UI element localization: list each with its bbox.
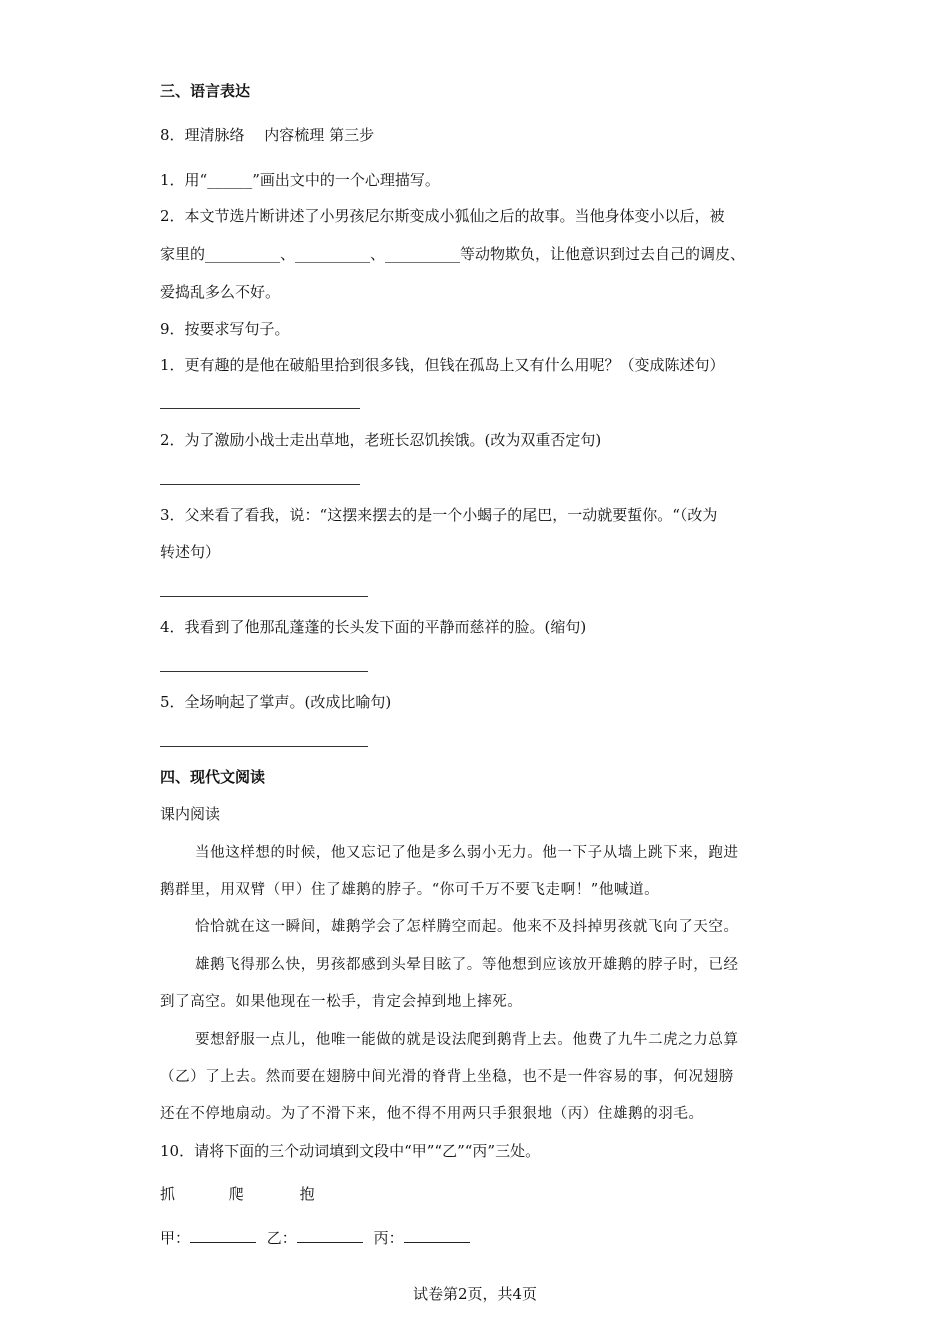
passage-p2: 恰恰就在这一瞬间，雄鹅学会了怎样腾空而起。他来不及抖掉男孩就飞向了天空。 — [195, 919, 739, 935]
question-9-sentence-5: 5．全场响起了掌声。(改成比喻句) — [160, 693, 392, 711]
question-9-sentence-3-line-2: 转述句） — [160, 543, 221, 561]
section-heading-reading: 四、现代文阅读 — [160, 768, 266, 786]
question-9-sentence-2: 2．为了激励小战士走出草地，老班长忍饥挨饿。(改为双重否定句) — [160, 431, 602, 449]
answer-blanks-row — [160, 1227, 800, 1248]
answer-line-3[interactable] — [160, 596, 368, 597]
verb-option: 抓 — [160, 1185, 176, 1203]
question-8-item-2-line-2: 家里的__________、__________、__________等动物欺负，让他意识到过去自己的调皮、 — [160, 245, 746, 263]
reading-subheading: 课内阅读 — [160, 805, 221, 823]
blank-jia[interactable] — [190, 1228, 256, 1243]
verb-option: 抱 — [299, 1185, 315, 1203]
answer-line-4[interactable] — [160, 671, 368, 672]
blank-bing[interactable] — [404, 1228, 470, 1243]
question-9-sentence-4: 4．我看到了他那乱蓬蓬的长头发下面的平静而慈祥的脸。(缩句) — [160, 618, 587, 636]
question-9-sentence-3-line-1: 3．父来看了看我，说：“这摆来摆去的是一个小蝎子的尾巴，一动就要蜇你。“（改为 — [160, 506, 718, 524]
passage-p4-line-3: 还在不停地扇动。为了不滑下来，他不得不用两只手狠狠地（丙）住雄鹅的羽毛。 — [160, 1106, 704, 1122]
passage-p1-line-1: 当他这样想的时候，他又忘记了他是多么弱小无力。他一下子从墙上跳下来，跑进 — [195, 845, 739, 861]
answer-line-2[interactable] — [160, 484, 360, 485]
question-8-item-2-line-1: 2．本文节选片断讲述了小男孩尼尔斯变成小狐仙之后的故事。当他身体变小以后，被 — [160, 207, 725, 225]
passage-p3-line-1: 雄鹅飞得那么快，男孩都感到头晕目眩了。等他想到应该放开雄鹅的脖子时，已经 — [195, 957, 739, 973]
passage-p1-line-2: 鹅群里，用双臂（甲）住了雄鹅的脖子。“你可千万不要飞走啊！”他喊道。 — [160, 882, 660, 898]
passage-p4-line-2: （乙）了上去。然而要在翅膀中间光滑的脊背上坐稳，也不是一件容易的事，何况翅膀 — [160, 1069, 734, 1085]
label-bing: 丙： — [373, 1229, 404, 1247]
question-8-title: 8．理清脉络 内容梳理 第三步 — [160, 126, 375, 144]
page-footer: 试卷第2页，共4页 — [412, 1285, 538, 1303]
question-8-item-2-line-3: 爱捣乱多么不好。 — [160, 283, 281, 301]
answer-line-5[interactable] — [160, 746, 368, 747]
verb-options — [160, 1183, 315, 1204]
blank-yi[interactable] — [297, 1228, 363, 1243]
question-9-sentence-1: 1．更有趣的是他在破船里拾到很多钱，但钱在孤岛上又有什么用呢？（变成陈述句） — [160, 356, 725, 374]
section-heading-language: 三、语言表达 — [160, 82, 251, 100]
passage-p4-line-1: 要想舒服一点儿，他唯一能做的就是设法爬到鹅背上去。他费了九牛二虎之力总算 — [195, 1032, 739, 1048]
question-8-item-1: 1．用“______”画出文中的一个心理描写。 — [160, 171, 440, 189]
question-10-title: 10．请将下面的三个动词填到文段中“甲”“乙”“丙”三处。 — [160, 1142, 541, 1160]
question-9-title: 9．按要求写句子。 — [160, 320, 290, 338]
label-yi: 乙： — [266, 1229, 297, 1247]
answer-line-1[interactable] — [160, 408, 360, 409]
verb-option: 爬 — [228, 1185, 244, 1203]
label-jia: 甲： — [160, 1229, 191, 1247]
passage-p3-line-2: 到了高空。如果他现在一松手，肯定会掉到地上摔死。 — [160, 994, 523, 1010]
